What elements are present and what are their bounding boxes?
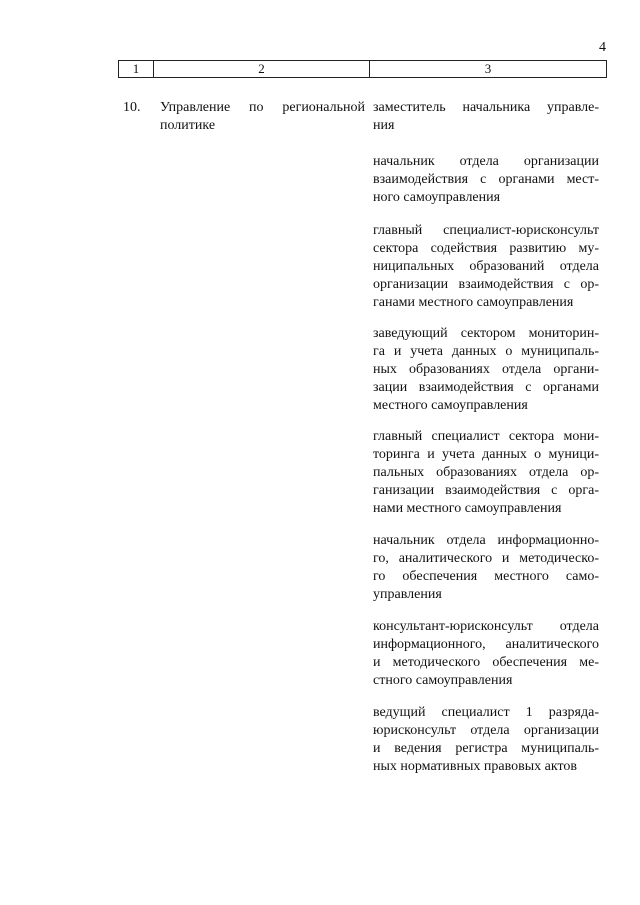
position-entry [373, 704, 599, 776]
position-line: ганизации взаимодействия с орга- [373, 483, 599, 498]
column-header-3: 3 [484, 61, 492, 76]
position-line: консультант-юрисконсульт отдела [373, 619, 599, 634]
column-header-row [118, 60, 607, 78]
position-line: главный специалист-юрисконсульт [373, 223, 599, 238]
position-entry [373, 153, 599, 207]
position-line: зации взаимодействия с органами [373, 380, 599, 395]
position-line: ниципальных образований отдела [373, 259, 599, 274]
position-line: юрисконсульт отдела организации [373, 723, 599, 738]
position-line: стного самоуправления [373, 673, 513, 688]
position-line: нами местного самоуправления [373, 501, 562, 516]
position-line: го обеспечения местного само- [373, 569, 599, 584]
position-entry [373, 618, 599, 690]
position-line: ных образованиях отдела органи- [373, 362, 599, 377]
position-line: заместитель начальника управле- [373, 100, 599, 115]
column-header-1: 1 [132, 61, 140, 76]
position-line: начальник отдела информационно- [373, 533, 599, 548]
position-line: ных нормативных правовых актов [373, 759, 578, 774]
position-entry [373, 532, 599, 604]
department-name-line: Управление по региональной [160, 100, 365, 115]
department-name-line: политике [160, 118, 216, 133]
page-number: 4 [599, 40, 606, 55]
position-entry [373, 325, 599, 415]
position-line: и ведения регистра муниципаль- [373, 741, 599, 756]
position-line: управления [373, 587, 442, 602]
position-line: ния [373, 118, 395, 133]
position-line: торинга и учета данных о муници- [373, 447, 599, 462]
position-line: местного самоуправления [373, 398, 528, 413]
department-name [160, 99, 365, 135]
position-line: пальных образованиях отдела ор- [373, 465, 599, 480]
position-line: главный специалист сектора мони- [373, 429, 599, 444]
position-line: заведующий сектором мониторин- [373, 326, 599, 341]
position-entry [373, 428, 599, 518]
position-line: и методического обеспечения ме- [373, 655, 599, 670]
position-line: га и учета данных о муниципаль- [373, 344, 599, 359]
position-entry [373, 99, 599, 135]
position-line: сектора содействия развитию му- [373, 241, 599, 256]
position-line: ведущий специалист 1 разряда- [373, 705, 599, 720]
position-line: организации взаимодействия с ор- [373, 277, 599, 292]
position-entry [373, 222, 599, 312]
position-line: информационного, аналитического [373, 637, 599, 652]
position-line: го, аналитического и методическо- [373, 551, 599, 566]
row-number: 10. [123, 100, 141, 115]
position-line: ного самоуправления [373, 190, 501, 205]
position-line: начальник отдела организации [373, 154, 599, 169]
position-line: взаимодействия с органами мест- [373, 172, 599, 187]
column-header-2: 2 [258, 61, 265, 76]
position-line: ганами местного самоуправления [373, 295, 574, 310]
